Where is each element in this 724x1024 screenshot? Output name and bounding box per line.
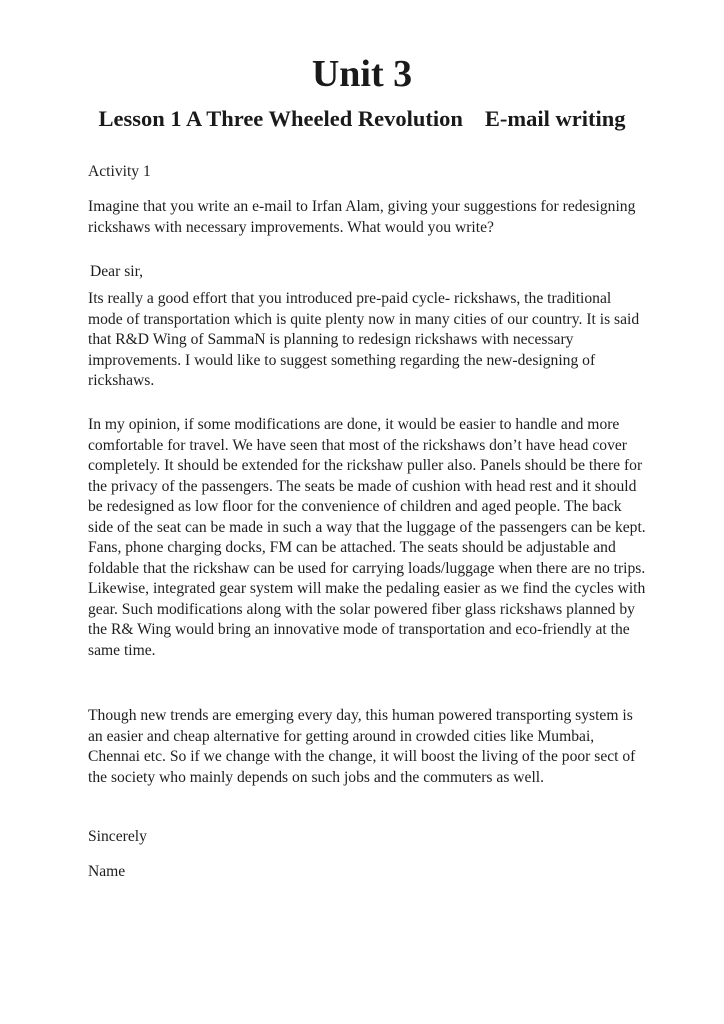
email-closing — [88, 827, 648, 848]
lesson-subtitle: E-mail writing — [484, 106, 626, 131]
email-paragraph-text: In my opinion, if some modifications are done, it would be easier to handle and more comfortable for travel. We have seen that most of the rickshaws don’t have head cover completely. It should be extended for the rickshaw puller also. Panels should be there for the privacy of the passengers. The seats be made of cushion with head rest and it should be redesigned as low floor for the convenience of children and aged people. The back side of the seat can be made in such a way that the luggage of the passengers can be kept. Fans, phone charging docks, FM can be attached. The seats should be adjustable and foldable that the rickshaw can be used for carrying loads/luggage when there are no trips. Likewise, integrated gear system will make the pedaling easier as we find the cycles with gear. Such modifications along with the solar powered fiber glass rickshaws planned by the R& Wing would bring an innovative mode of transportation and eco-friendly at the same time. — [88, 416, 646, 659]
email-signature-text: Name — [88, 863, 126, 880]
email-paragraph — [88, 415, 648, 661]
activity-prompt-text: Imagine that you write an e-mail to Irfan Alam, giving your suggestions for redesigning rickshaws with necessary improvements. What would you write? — [88, 198, 636, 236]
lesson-title-text: Lesson 1 A Three Wheeled Revolution — [98, 106, 463, 131]
email-signature — [88, 862, 648, 883]
email-closing-text: Sincerely — [88, 828, 147, 845]
email-paragraph — [88, 706, 648, 788]
email-paragraph-text: Its really a good effort that you introduced pre-paid cycle- rickshaws, the traditional mode of transportation which is quite plenty now in many cities of our country. It is said that R&D Wing of SammaN is planning to redesign rickshaws with necessary improvements. I would like to suggest something regarding the new-designing of rickshaws. — [88, 290, 640, 389]
email-salutation-text: Dear sir, — [90, 263, 144, 280]
email-paragraph — [88, 289, 648, 392]
email-paragraph-text: Though new trends are emerging every day, this human powered transporting system is an easier and cheap alternative for getting around in crowded cities like Mumbai, Chennai etc. So if we change with the change, it will boost the living of the poor sect of the society who mainly depends on such jobs and the commuters as well. — [88, 707, 636, 786]
activity-prompt — [88, 197, 648, 238]
unit-title: Unit 3 — [311, 53, 413, 95]
lesson-title — [0, 104, 724, 134]
activity-label — [88, 162, 648, 183]
email-salutation — [90, 262, 650, 283]
activity-label-text: Activity 1 — [88, 163, 151, 180]
